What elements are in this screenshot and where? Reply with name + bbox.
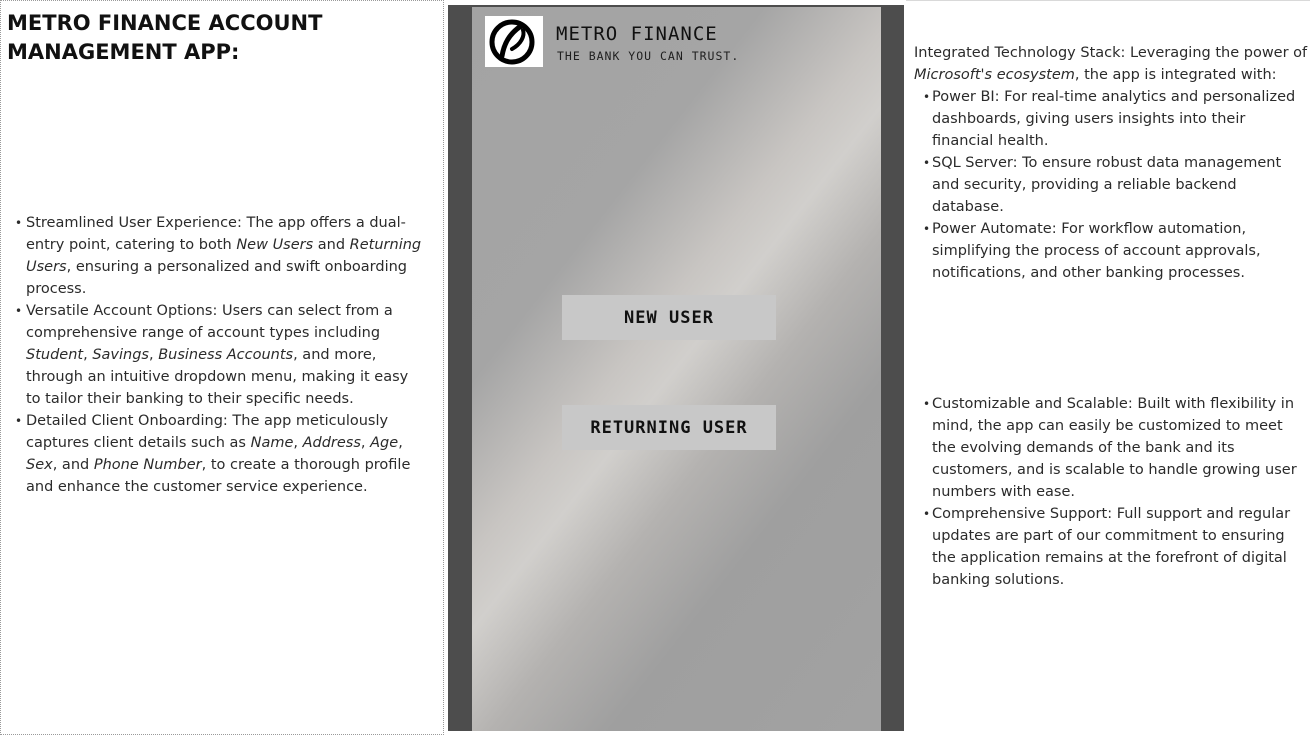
tech-stack-intro: Integrated Technology Stack: Leveraging the power of Microsoft's ecosystem, the app is integrated with: — [914, 45, 1308, 83]
right-text-panel — [906, 0, 1310, 738]
feature-list — [15, 212, 427, 498]
page-title: METRO FINANCE ACCOUNT MANAGEMENT APP: — [7, 11, 323, 64]
list-item: • Versatile Account Options: Users can select from a comprehensive range of account types including Student, Savings, Business Accounts, and more, through an intuitive dropdown menu, making it easy to tailor their banking to their specific needs. — [15, 300, 427, 410]
app-screen — [472, 7, 881, 731]
metro-finance-logo-icon — [485, 16, 543, 67]
list-item: • Power BI: For real-time analytics and personalized dashboards, giving users insights into their financial health. — [923, 86, 1308, 152]
app-preview — [448, 5, 904, 731]
list-item: • Comprehensive Support: Full support and regular updates are part of our commitment to ensuring the application remains at the forefront of digital banking solutions. — [923, 503, 1308, 591]
list-item: • Customizable and Scalable: Built with flexibility in mind, the app can easily be customized to meet the evolving demands of the bank and its customers, and is scalable to handle growing user numbers with ease. — [923, 393, 1308, 503]
brand-tagline: THE BANK YOU CAN TRUST. — [557, 49, 740, 63]
brand-name: METRO FINANCE — [556, 23, 718, 45]
tech-stack-list — [923, 86, 1308, 284]
logo — [485, 16, 543, 67]
left-text-panel — [0, 0, 444, 735]
list-item: • Detailed Client Onboarding: The app meticulously captures client details such as Name, Address, Age, Sex, and Phone Number, to create a thorough profile and enhance the customer service experience. — [15, 410, 427, 498]
new-user-button[interactable]: NEW USER — [562, 295, 776, 340]
extra-features-list — [923, 393, 1308, 591]
list-item: • SQL Server: To ensure robust data management and security, providing a reliable backend database. — [923, 152, 1308, 218]
list-item: • Power Automate: For workflow automation, simplifying the process of account approvals, notifications, and other banking processes. — [923, 218, 1308, 284]
list-item: • Streamlined User Experience: The app offers a dual-entry point, catering to both New Users and Returning Users, ensuring a personalized and swift onboarding process. — [15, 212, 427, 300]
returning-user-button[interactable]: RETURNING USER — [562, 405, 776, 450]
